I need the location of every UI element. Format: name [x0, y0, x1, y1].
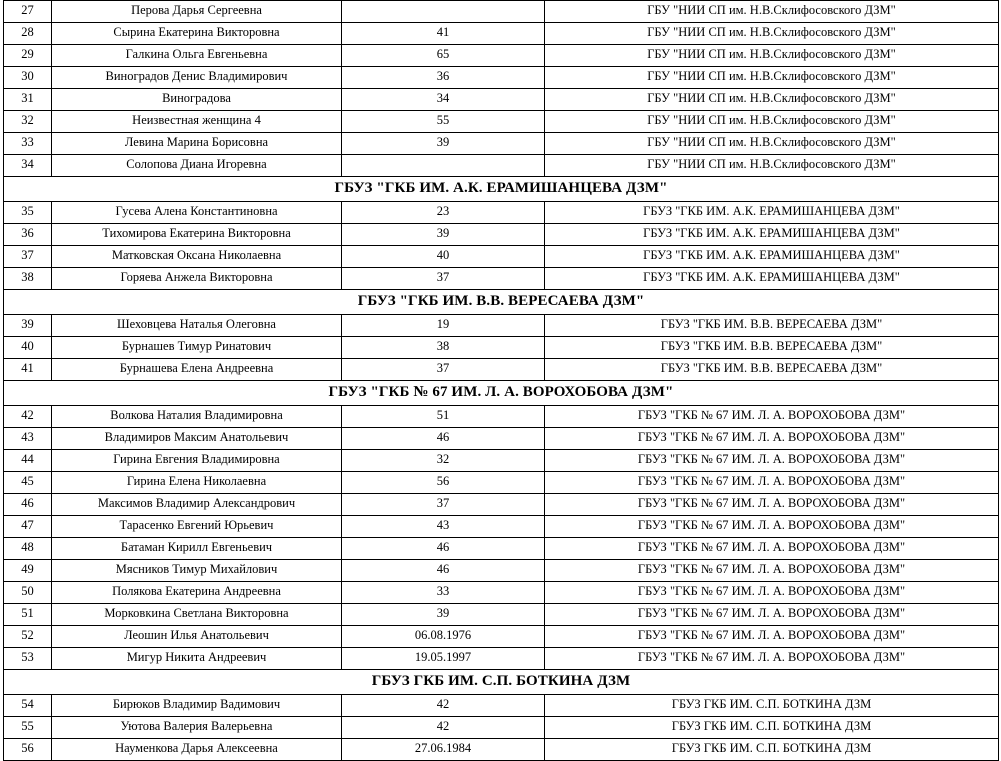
row-person-name: Гирина Евгения Владимировна [52, 450, 342, 472]
row-number: 40 [4, 337, 52, 359]
row-number: 30 [4, 67, 52, 89]
row-age: 36 [342, 67, 545, 89]
row-person-name: Бирюков Владимир Вадимович [52, 695, 342, 717]
row-person-name: Левина Марина Борисовна [52, 133, 342, 155]
row-number: 49 [4, 560, 52, 582]
row-number: 37 [4, 246, 52, 268]
row-number: 50 [4, 582, 52, 604]
row-person-name: Науменкова Дарья Алексеевна [52, 739, 342, 761]
row-hospital: ГБУЗ "ГКБ ИМ. А.К. ЕРАМИШАНЦЕВА ДЗМ" [545, 268, 999, 290]
row-age [342, 1, 545, 23]
row-hospital: ГБУ "НИИ СП им. Н.В.Склифосовского ДЗМ" [545, 1, 999, 23]
row-person-name: Волкова Наталия Владимировна [52, 406, 342, 428]
row-age: 56 [342, 472, 545, 494]
table-row [4, 111, 999, 133]
row-person-name: Шеховцева Наталья Олеговна [52, 315, 342, 337]
row-number: 39 [4, 315, 52, 337]
row-person-name: Владимиров Максим Анатольевич [52, 428, 342, 450]
row-person-name: Тихомирова Екатерина Викторовна [52, 224, 342, 246]
row-age: 39 [342, 133, 545, 155]
row-age: 55 [342, 111, 545, 133]
row-number: 45 [4, 472, 52, 494]
row-number: 44 [4, 450, 52, 472]
row-age: 19.05.1997 [342, 648, 545, 670]
row-hospital: ГБУЗ "ГКБ ИМ. А.К. ЕРАМИШАНЦЕВА ДЗМ" [545, 202, 999, 224]
row-person-name: Леошин Илья Анатольевич [52, 626, 342, 648]
row-hospital: ГБУЗ "ГКБ № 67 ИМ. Л. А. ВОРОХОБОВА ДЗМ" [545, 450, 999, 472]
row-number: 33 [4, 133, 52, 155]
row-age: 51 [342, 406, 545, 428]
table-section-row [4, 670, 999, 695]
row-age: 65 [342, 45, 545, 67]
row-number: 31 [4, 89, 52, 111]
row-person-name: Неизвестная женщина 4 [52, 111, 342, 133]
row-hospital: ГБУЗ "ГКБ № 67 ИМ. Л. А. ВОРОХОБОВА ДЗМ" [545, 428, 999, 450]
table-row [4, 626, 999, 648]
row-hospital: ГБУЗ "ГКБ № 67 ИМ. Л. А. ВОРОХОБОВА ДЗМ" [545, 538, 999, 560]
table-row [4, 1, 999, 23]
table-row [4, 246, 999, 268]
table-section-row [4, 290, 999, 315]
row-person-name: Галкина Ольга Евгеньевна [52, 45, 342, 67]
section-title: ГБУЗ "ГКБ ИМ. В.В. ВЕРЕСАЕВА ДЗМ" [4, 290, 999, 315]
row-number: 43 [4, 428, 52, 450]
table-row [4, 648, 999, 670]
row-person-name: Виноградов Денис Владимирович [52, 67, 342, 89]
row-hospital: ГБУЗ "ГКБ № 67 ИМ. Л. А. ВОРОХОБОВА ДЗМ" [545, 626, 999, 648]
row-number: 27 [4, 1, 52, 23]
victims-table-body [4, 1, 999, 761]
row-person-name: Уютова Валерия Валерьевна [52, 717, 342, 739]
row-hospital: ГБУ "НИИ СП им. Н.В.Склифосовского ДЗМ" [545, 89, 999, 111]
row-person-name: Бурнашева Елена Андреевна [52, 359, 342, 381]
row-hospital: ГБУЗ "ГКБ № 67 ИМ. Л. А. ВОРОХОБОВА ДЗМ" [545, 648, 999, 670]
table-row [4, 739, 999, 761]
table-section-row [4, 177, 999, 202]
row-hospital: ГБУ "НИИ СП им. Н.В.Склифосовского ДЗМ" [545, 133, 999, 155]
table-row [4, 268, 999, 290]
row-age: 37 [342, 359, 545, 381]
row-number: 36 [4, 224, 52, 246]
row-person-name: Батаман Кирилл Евгеньевич [52, 538, 342, 560]
row-age: 23 [342, 202, 545, 224]
row-age [342, 155, 545, 177]
row-age: 34 [342, 89, 545, 111]
row-person-name: Солопова Диана Игоревна [52, 155, 342, 177]
row-hospital: ГБУ "НИИ СП им. Н.В.Склифосовского ДЗМ" [545, 45, 999, 67]
row-age: 46 [342, 428, 545, 450]
row-person-name: Сырина Екатерина Викторовна [52, 23, 342, 45]
row-number: 34 [4, 155, 52, 177]
table-row [4, 315, 999, 337]
row-hospital: ГБУЗ "ГКБ № 67 ИМ. Л. А. ВОРОХОБОВА ДЗМ" [545, 604, 999, 626]
table-row [4, 67, 999, 89]
row-hospital: ГБУЗ "ГКБ ИМ. В.В. ВЕРЕСАЕВА ДЗМ" [545, 337, 999, 359]
row-number: 42 [4, 406, 52, 428]
section-title: ГБУЗ ГКБ ИМ. С.П. БОТКИНА ДЗМ [4, 670, 999, 695]
table-row [4, 428, 999, 450]
row-hospital: ГБУЗ "ГКБ № 67 ИМ. Л. А. ВОРОХОБОВА ДЗМ" [545, 582, 999, 604]
row-person-name: Мясников Тимур Михайлович [52, 560, 342, 582]
row-age: 41 [342, 23, 545, 45]
row-person-name: Тарасенко Евгений Юрьевич [52, 516, 342, 538]
table-row [4, 516, 999, 538]
row-hospital: ГБУЗ ГКБ ИМ. С.П. БОТКИНА ДЗМ [545, 717, 999, 739]
row-number: 28 [4, 23, 52, 45]
row-hospital: ГБУЗ "ГКБ № 67 ИМ. Л. А. ВОРОХОБОВА ДЗМ" [545, 406, 999, 428]
row-hospital: ГБУЗ "ГКБ № 67 ИМ. Л. А. ВОРОХОБОВА ДЗМ" [545, 494, 999, 516]
row-person-name: Матковская Оксана Николаевна [52, 246, 342, 268]
row-age: 40 [342, 246, 545, 268]
row-hospital: ГБУЗ "ГКБ ИМ. В.В. ВЕРЕСАЕВА ДЗМ" [545, 359, 999, 381]
table-row [4, 582, 999, 604]
row-hospital: ГБУ "НИИ СП им. Н.В.Склифосовского ДЗМ" [545, 67, 999, 89]
table-row [4, 202, 999, 224]
table-row [4, 538, 999, 560]
table-row [4, 604, 999, 626]
row-hospital: ГБУЗ "ГКБ № 67 ИМ. Л. А. ВОРОХОБОВА ДЗМ" [545, 472, 999, 494]
row-age: 42 [342, 717, 545, 739]
table-row [4, 155, 999, 177]
row-number: 32 [4, 111, 52, 133]
table-row [4, 133, 999, 155]
row-hospital: ГБУЗ "ГКБ № 67 ИМ. Л. А. ВОРОХОБОВА ДЗМ" [545, 560, 999, 582]
row-person-name: Максимов Владимир Александрович [52, 494, 342, 516]
table-row [4, 406, 999, 428]
row-age: 37 [342, 268, 545, 290]
row-number: 41 [4, 359, 52, 381]
table-row [4, 472, 999, 494]
row-person-name: Перова Дарья Сергеевна [52, 1, 342, 23]
row-number: 46 [4, 494, 52, 516]
section-title: ГБУЗ "ГКБ № 67 ИМ. Л. А. ВОРОХОБОВА ДЗМ" [4, 381, 999, 406]
row-age: 37 [342, 494, 545, 516]
row-number: 52 [4, 626, 52, 648]
row-number: 38 [4, 268, 52, 290]
row-age: 06.08.1976 [342, 626, 545, 648]
row-age: 33 [342, 582, 545, 604]
row-number: 48 [4, 538, 52, 560]
table-row [4, 89, 999, 111]
table-row [4, 359, 999, 381]
row-person-name: Морковкина Светлана Викторовна [52, 604, 342, 626]
row-hospital: ГБУЗ "ГКБ ИМ. А.К. ЕРАМИШАНЦЕВА ДЗМ" [545, 224, 999, 246]
table-row [4, 695, 999, 717]
row-age: 32 [342, 450, 545, 472]
row-age: 39 [342, 604, 545, 626]
row-age: 43 [342, 516, 545, 538]
row-number: 47 [4, 516, 52, 538]
row-number: 56 [4, 739, 52, 761]
row-hospital: ГБУ "НИИ СП им. Н.В.Склифосовского ДЗМ" [545, 23, 999, 45]
section-title: ГБУЗ "ГКБ ИМ. А.К. ЕРАМИШАНЦЕВА ДЗМ" [4, 177, 999, 202]
row-hospital: ГБУЗ "ГКБ ИМ. В.В. ВЕРЕСАЕВА ДЗМ" [545, 315, 999, 337]
row-age: 46 [342, 538, 545, 560]
row-person-name: Мигур Никита Андреевич [52, 648, 342, 670]
row-age: 38 [342, 337, 545, 359]
row-hospital: ГБУ "НИИ СП им. Н.В.Склифосовского ДЗМ" [545, 155, 999, 177]
row-number: 54 [4, 695, 52, 717]
row-person-name: Полякова Екатерина Андреевна [52, 582, 342, 604]
row-number: 53 [4, 648, 52, 670]
row-age: 27.06.1984 [342, 739, 545, 761]
row-age: 19 [342, 315, 545, 337]
table-row [4, 560, 999, 582]
table-row [4, 337, 999, 359]
row-age: 42 [342, 695, 545, 717]
row-hospital: ГБУЗ "ГКБ № 67 ИМ. Л. А. ВОРОХОБОВА ДЗМ" [545, 516, 999, 538]
row-number: 29 [4, 45, 52, 67]
row-number: 51 [4, 604, 52, 626]
row-hospital: ГБУЗ ГКБ ИМ. С.П. БОТКИНА ДЗМ [545, 739, 999, 761]
victims-table [3, 0, 999, 761]
row-hospital: ГБУ "НИИ СП им. Н.В.Склифосовского ДЗМ" [545, 111, 999, 133]
row-number: 55 [4, 717, 52, 739]
table-row [4, 224, 999, 246]
row-hospital: ГБУЗ ГКБ ИМ. С.П. БОТКИНА ДЗМ [545, 695, 999, 717]
row-hospital: ГБУЗ "ГКБ ИМ. А.К. ЕРАМИШАНЦЕВА ДЗМ" [545, 246, 999, 268]
table-section-row [4, 381, 999, 406]
table-row [4, 450, 999, 472]
row-number: 35 [4, 202, 52, 224]
row-person-name: Виноградова [52, 89, 342, 111]
row-person-name: Бурнашев Тимур Ринатович [52, 337, 342, 359]
row-person-name: Гусева Алена Константиновна [52, 202, 342, 224]
table-row [4, 494, 999, 516]
table-row [4, 45, 999, 67]
table-row [4, 23, 999, 45]
row-age: 39 [342, 224, 545, 246]
row-person-name: Горяева Анжела Викторовна [52, 268, 342, 290]
row-age: 46 [342, 560, 545, 582]
table-row [4, 717, 999, 739]
row-person-name: Гирина Елена Николаевна [52, 472, 342, 494]
